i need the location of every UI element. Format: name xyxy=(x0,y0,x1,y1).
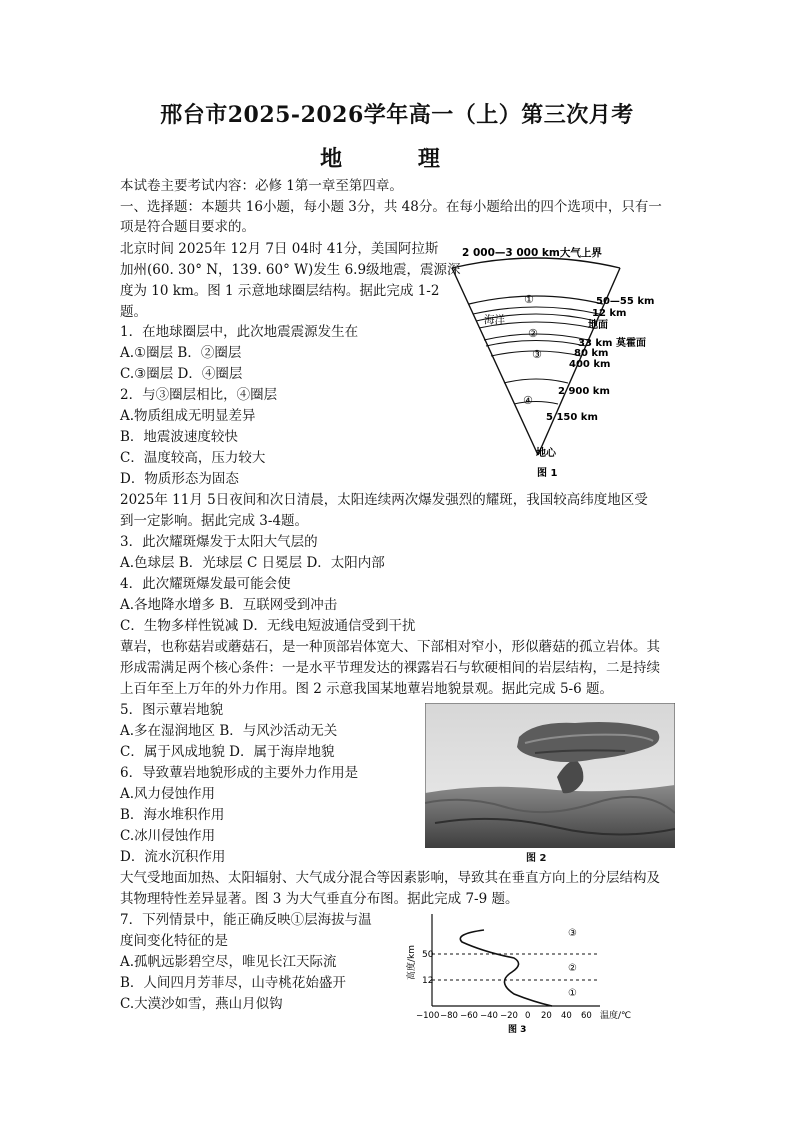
figure-3-caption: 图 3 xyxy=(508,1025,527,1035)
depth-label: 5 150 km xyxy=(546,412,598,423)
figure-2-caption: 图 2 xyxy=(526,853,547,864)
passage-line: 形成需满足两个核心条件：一是水平节理发达的裸露岩石与软硬相间的岩层结构，二是持续 xyxy=(120,660,660,676)
layer-boundary xyxy=(473,307,599,314)
y-axis-label: 高度/km xyxy=(407,944,417,980)
intro-line: 一、选择题：本题共 16小题，每小题 3分，共 48分。在每小题给出的四个选项中，只有一 xyxy=(120,199,662,215)
question-option: C．生物多样性锐减 D．无线电短波通信受到干扰 xyxy=(120,618,416,634)
passage-line: 2025年 11月 5日夜间和次日清晨，太阳连续两次爆发强烈的耀斑，我国较高纬度地区受 xyxy=(120,492,648,508)
x-axis-label: 温度/℃ xyxy=(600,1011,632,1021)
passage-line: 北京时间 2025年 12月 7日 04时 41分，美国阿拉斯 xyxy=(120,241,439,257)
question-stem: 度间变化特征的是 xyxy=(120,933,228,949)
question-option: B．海水堆积作用 xyxy=(120,807,225,823)
question-stem: 2．与③圈层相比，④圈层 xyxy=(120,387,278,403)
moho-label: 33 km 莫霍面 xyxy=(578,338,646,349)
mushroom-rock-photo xyxy=(425,703,675,848)
atmosphere-boundary xyxy=(452,258,620,268)
x-tick-label: 40 xyxy=(561,1011,572,1021)
question-stem: 5．图示蕈岩地貌 xyxy=(120,702,224,718)
x-tick-label: −40 xyxy=(480,1011,498,1021)
question-option: D．物质形态为固态 xyxy=(120,471,239,487)
passage-line: 到一定影响。据此完成 3-4题。 xyxy=(120,513,309,529)
question-option: A.各地降水增多 B．互联网受到冲击 xyxy=(120,597,338,613)
surface-label: 地面 xyxy=(588,320,608,331)
question-option: C.③圈层 D．④圈层 xyxy=(120,366,243,382)
passage-line: 蕈岩，也称菇岩或蘑菇石，是一种顶部岩体宽大、下部相对窄小，形似蘑菇的孤立岩体。其 xyxy=(120,639,660,655)
question-option: B．地震波速度较快 xyxy=(120,429,238,445)
passage-line: 其物理特性差异显著。图 3 为大气垂直分布图。据此完成 7-9 题。 xyxy=(120,891,519,907)
question-option: C．温度较高，压力较大 xyxy=(120,450,266,466)
core-center-label: 地心 xyxy=(536,448,556,459)
question-option: A.风力侵蚀作用 xyxy=(120,786,216,802)
layer-boundary xyxy=(469,296,603,304)
x-tick-label: −60 xyxy=(460,1011,478,1021)
depth-label: 2 900 km xyxy=(558,386,610,397)
passage-line: 题。 xyxy=(120,304,147,320)
layer-1-marker: ① xyxy=(524,293,534,306)
question-option: A.①圈层 B．②圈层 xyxy=(120,345,242,361)
question-stem: 1．在地球圈层中，此次地震震源发生在 xyxy=(120,324,359,340)
question-option: D．流水沉积作用 xyxy=(120,849,226,865)
layer-boundary xyxy=(504,379,568,383)
x-tick-label: 0 xyxy=(525,1011,531,1021)
layer-3-marker: ③ xyxy=(568,928,577,939)
ocean-label: 海洋 xyxy=(484,314,505,326)
passage-line: 上百年至上万年的外力作用。图 2 示意我国某地蕈岩地貌景观。据此完成 5-6 题。 xyxy=(120,681,613,697)
question-option: A.孤帆远影碧空尽，唯见长江天际流 xyxy=(120,954,337,970)
question-option: A.多在湿润地区 B．与风沙活动无关 xyxy=(120,723,338,739)
x-tick-label: −20 xyxy=(500,1011,518,1021)
question-option: C.冰川侵蚀作用 xyxy=(120,828,216,844)
depth-label: 12 km xyxy=(592,308,627,319)
layer-4-marker: ④ xyxy=(523,394,533,407)
question-stem: 4．此次耀斑爆发最可能会使 xyxy=(120,576,291,592)
depth-label: 400 km xyxy=(569,359,611,370)
y-tick-label: 50 xyxy=(422,950,434,960)
layer-boundary xyxy=(514,402,558,405)
passage-line: 度为 10 km。图 1 示意地球圈层结构。据此完成 1-2 xyxy=(120,283,440,299)
depth-label: 80 km xyxy=(574,348,609,359)
x-tick-labels xyxy=(416,1011,592,1021)
question-option: C．属于风成地貌 D．属于海岸地貌 xyxy=(120,744,335,760)
layer-3-marker: ③ xyxy=(532,348,542,361)
atmosphere-profile-figure xyxy=(404,910,644,1036)
subject-title: 地 理 xyxy=(320,146,474,172)
passage-line: 大气受地面加热、太阳辐射、大气成分混合等因素影响，导致其在垂直方向上的分层结构及 xyxy=(120,870,660,886)
photo-ground xyxy=(425,785,675,848)
depth-label: 50—55 km xyxy=(596,296,655,307)
layer-2-marker: ② xyxy=(568,963,577,974)
exam-title: 邢台市2025-2026学年高一（上）第三次月考 xyxy=(160,102,634,128)
x-tick-label: 60 xyxy=(581,1011,592,1021)
figure-1-caption: 图 1 xyxy=(537,468,558,479)
atmosphere-top-label: 2 000—3 000 km大气上界 xyxy=(462,247,602,259)
layer-boundary xyxy=(486,341,586,347)
question-stem: 7．下列情景中，能正确反映①层海拔与温 xyxy=(120,912,372,928)
question-stem: 3．此次耀斑爆发于太阳大气层的 xyxy=(120,534,318,550)
earth-structure-figure xyxy=(440,240,690,480)
question-option: A.物质组成无明显差异 xyxy=(120,408,256,424)
intro-line: 本试卷主要考试内容：必修 1第一章至第四章。 xyxy=(120,178,403,194)
passage-line: 加州(60. 30° N，139. 60° W)发生 6.9级地震，震源深 xyxy=(120,262,461,278)
question-option: A.色球层 B．光球层 C 日冕层 D．太阳内部 xyxy=(120,555,385,571)
temperature-curve xyxy=(460,930,552,1006)
question-stem: 6．导致蕈岩地貌形成的主要外力作用是 xyxy=(120,765,359,781)
question-option: B．人间四月芳菲尽，山寺桃花始盛开 xyxy=(120,975,346,991)
x-tick-label: 20 xyxy=(541,1011,552,1021)
x-tick-label: −100 xyxy=(416,1011,440,1021)
y-tick-label: 12 xyxy=(422,976,434,986)
x-tick-label: −80 xyxy=(440,1011,458,1021)
question-option: C.大漠沙如雪，燕山月似钩 xyxy=(120,996,283,1012)
layer-1-marker: ① xyxy=(568,988,577,999)
layer-2-marker: ② xyxy=(528,327,538,340)
intro-line: 项是符合题目要求的。 xyxy=(120,219,255,235)
